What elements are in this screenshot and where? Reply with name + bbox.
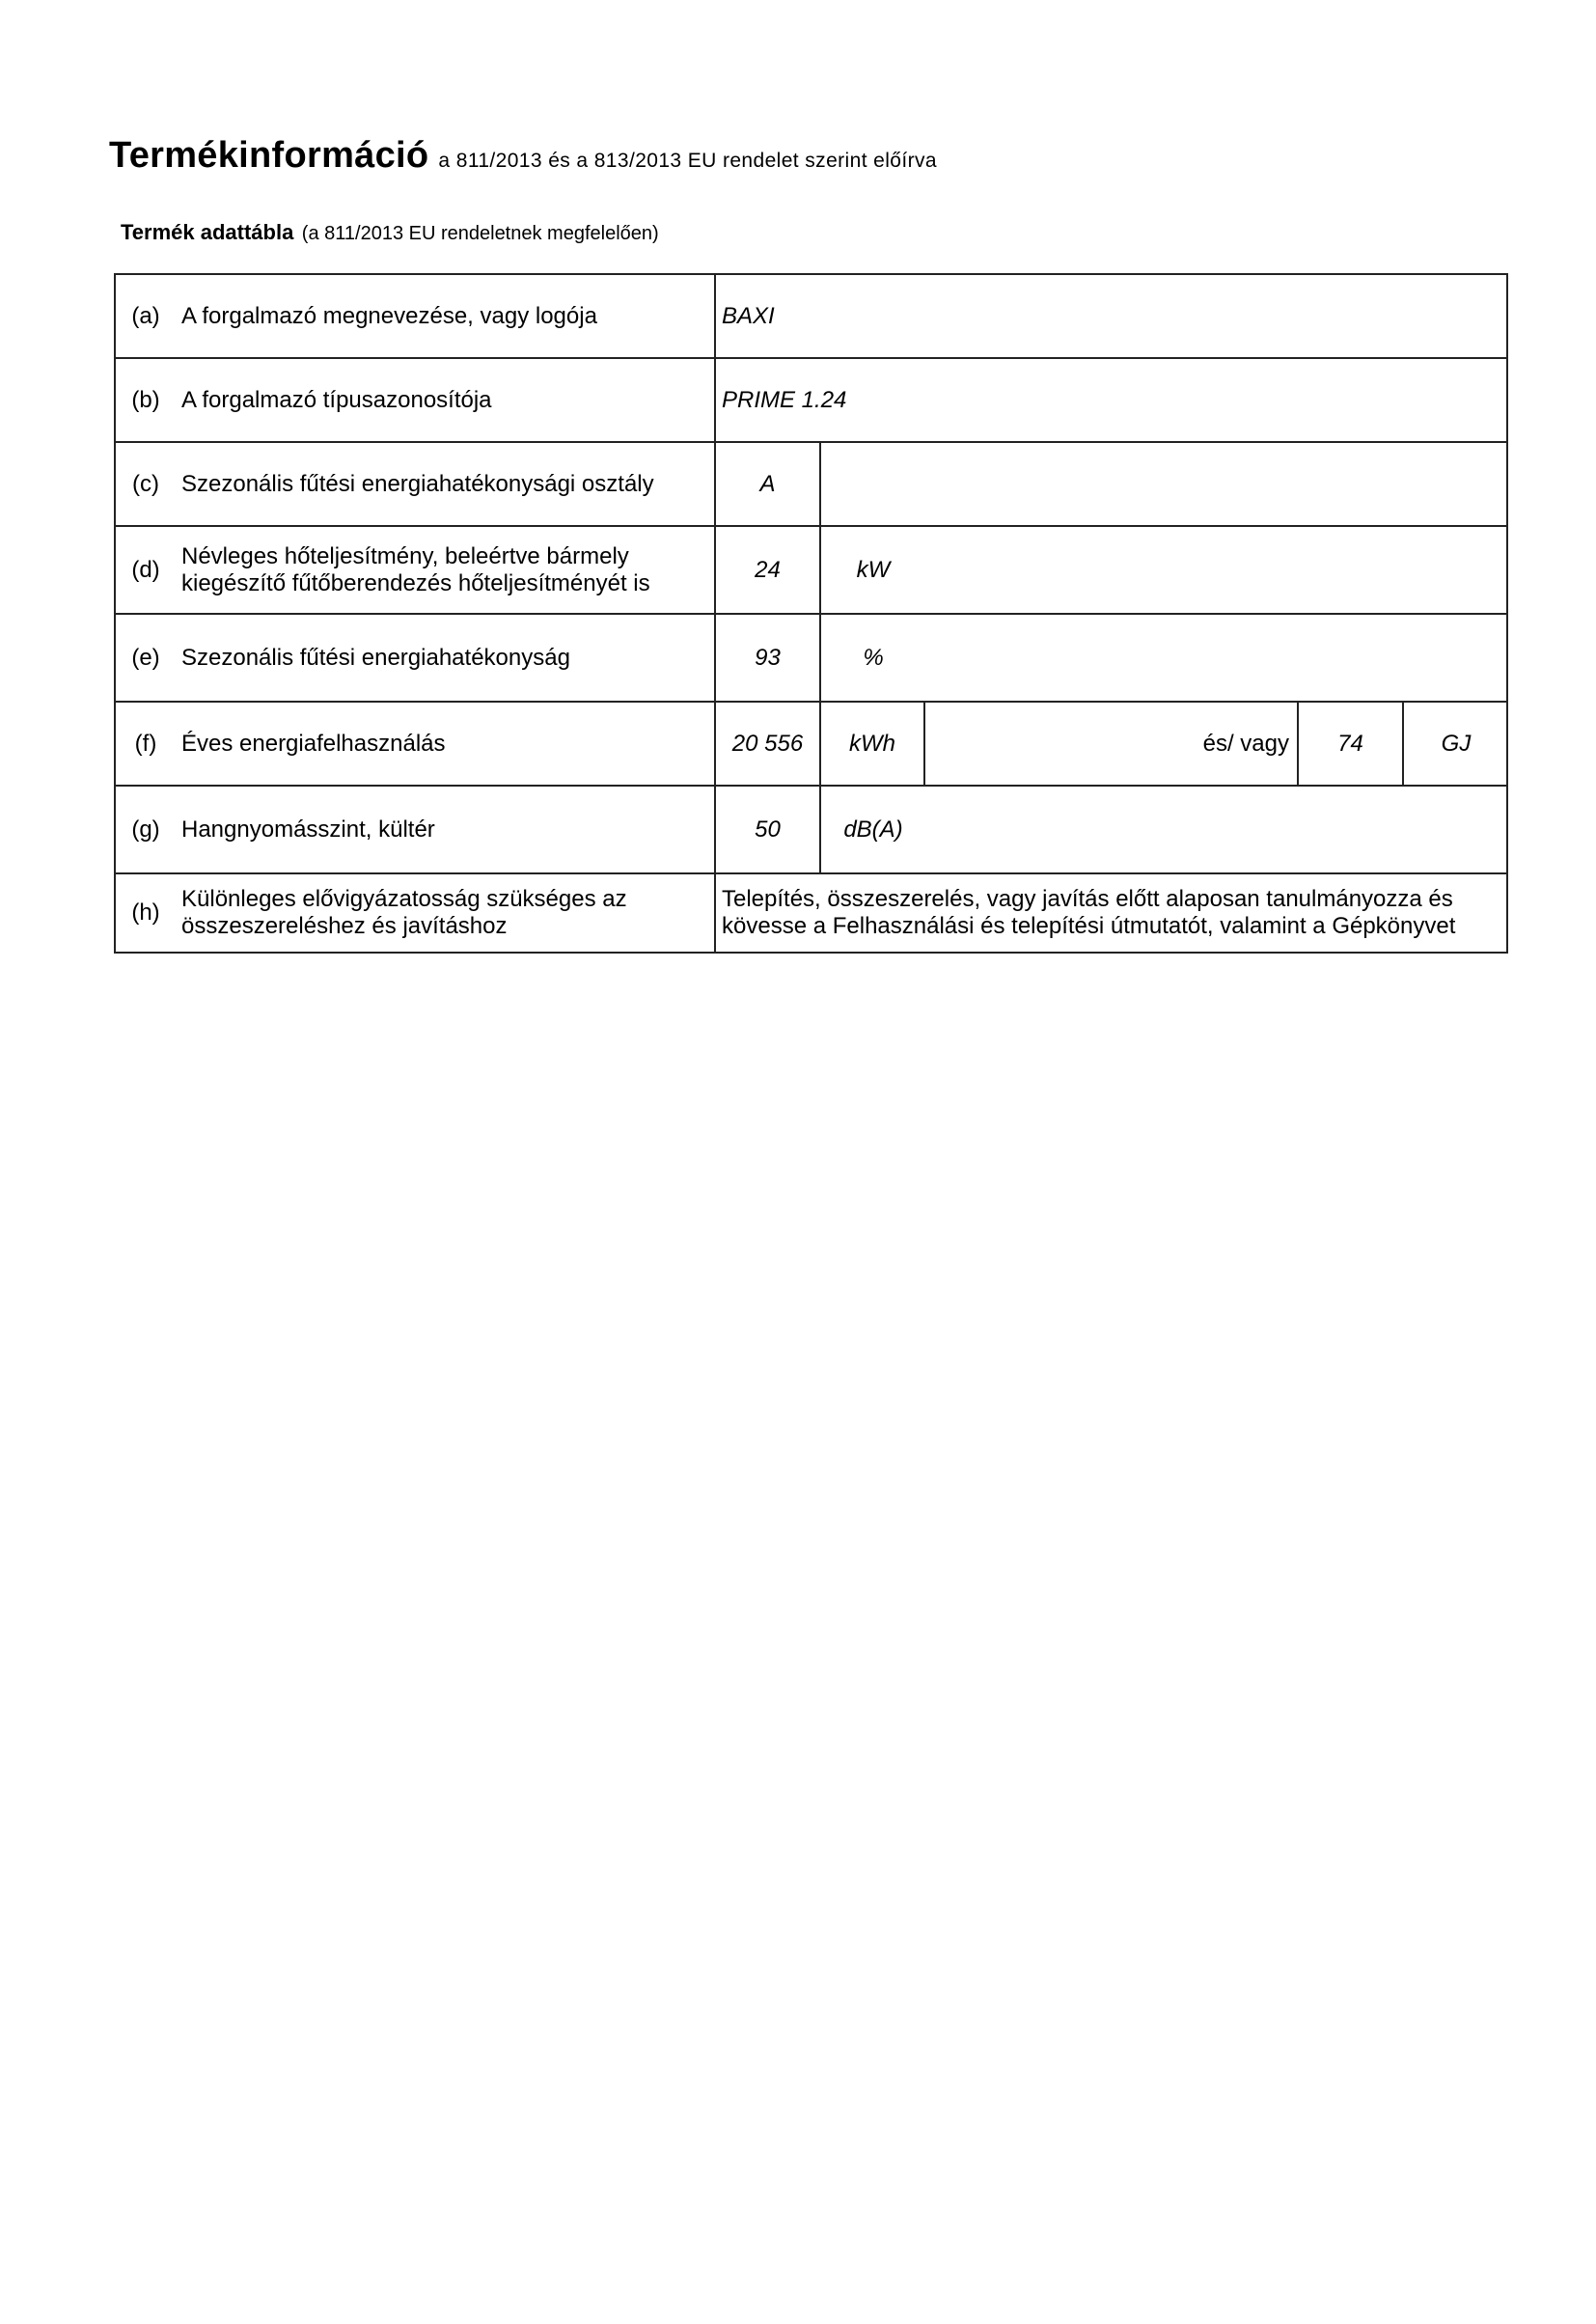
row-label-line: kiegészítő fűtőberendezés hőteljesítményét is	[181, 569, 650, 596]
table-row-a	[114, 273, 1508, 359]
row-label: Éves energiafelhasználás	[181, 730, 446, 757]
row-letter: (c)	[132, 470, 159, 497]
annual-consumption-gj-value: 74	[1337, 730, 1363, 757]
and-or-connector: és/ vagy	[1202, 730, 1289, 757]
title-regulation-note: a 811/2013 és a 813/2013 EU rendelet szerint előírva	[438, 150, 937, 172]
precautions-text	[722, 874, 1500, 952]
annual-consumption-kwh-value: 20 556	[731, 730, 804, 757]
row-letter: (a)	[131, 302, 160, 329]
row-label: Szezonális fűtési energiahatékonyság	[181, 644, 570, 671]
supplier-name-value: BAXI	[722, 302, 775, 329]
table-row-d	[114, 527, 1508, 615]
sound-level-value: 50	[755, 816, 781, 843]
energy-class-value: A	[759, 470, 776, 497]
efficiency-value: 93	[755, 644, 781, 671]
row-letter: (b)	[131, 386, 160, 413]
row-label: A forgalmazó típusazonosítója	[181, 386, 492, 413]
table-row-g	[114, 787, 1508, 874]
table-row-h	[114, 874, 1508, 954]
efficiency-unit: %	[863, 644, 884, 671]
product-data-table	[114, 273, 1508, 954]
row-letter: (d)	[131, 556, 160, 583]
row-label: Szezonális fűtési energiahatékonysági osztály	[181, 470, 654, 497]
document-title	[109, 135, 937, 177]
precautions-line: Telepítés, összeszerelés, vagy javítás előtt alaposan tanulmányozza és	[722, 886, 1453, 912]
row-letter: (f)	[134, 730, 157, 757]
row-label	[181, 874, 712, 952]
row-label-line: Névleges hőteljesítmény, beleértve bármely	[181, 542, 629, 569]
rated-output-unit: kW	[856, 556, 891, 583]
table-row-c	[114, 443, 1508, 527]
precautions-line: kövesse a Felhasználási és telepítési útmutatót, valamint a Gépkönyvet	[722, 913, 1456, 939]
row-label-line: Különleges elővigyázatosság szükséges az	[181, 886, 627, 912]
table-row-b	[114, 359, 1508, 443]
row-label: Hangnyomásszint, kültér	[181, 816, 435, 843]
model-identifier-value: PRIME 1.24	[722, 386, 847, 413]
row-letter: (h)	[131, 899, 160, 926]
table-row-e	[114, 615, 1508, 703]
row-label	[181, 527, 712, 613]
rated-output-value: 24	[755, 556, 781, 583]
row-letter: (e)	[131, 644, 160, 671]
section-title-main: Termék adattábla	[121, 220, 294, 244]
section-title	[121, 220, 659, 245]
annual-consumption-gj-unit: GJ	[1441, 730, 1472, 757]
table-row-f	[114, 703, 1508, 787]
row-label: A forgalmazó megnevezése, vagy logója	[181, 302, 597, 329]
sound-level-unit: dB(A)	[843, 816, 903, 843]
section-title-note: (a 811/2013 EU rendeletnek megfelelően)	[301, 223, 659, 244]
annual-consumption-kwh-unit: kWh	[849, 730, 895, 757]
row-letter: (g)	[131, 816, 160, 843]
title-main: Termékinformáció	[109, 135, 429, 176]
row-label-line: összeszereléshez és javításhoz	[181, 913, 508, 939]
